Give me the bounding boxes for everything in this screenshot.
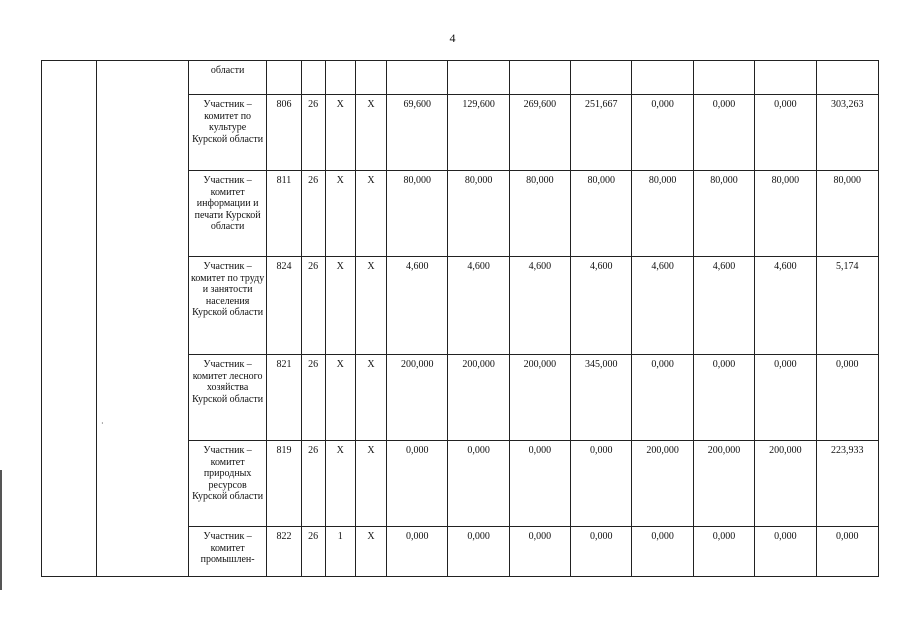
section-code-cell: X xyxy=(325,355,355,441)
amount-cell: 4,600 xyxy=(509,257,570,355)
section-code-cell xyxy=(325,61,355,95)
amount-cell: 0,000 xyxy=(632,355,693,441)
amount-cell: 129,600 xyxy=(448,95,509,171)
subsection-code-cell: X xyxy=(355,257,386,355)
amount-cell: 0,000 xyxy=(509,441,570,527)
subsection-code-cell: X xyxy=(355,441,386,527)
amount-cell: 0,000 xyxy=(387,441,448,527)
amount-cell: 5,174 xyxy=(816,257,878,355)
participant-cell: Участник – комитет лесного хозяйства Курской области xyxy=(188,355,266,441)
participant-cell: области xyxy=(188,61,266,95)
amount-cell: 0,000 xyxy=(448,527,509,577)
amount-cell: 0,000 xyxy=(816,355,878,441)
amount-cell: 80,000 xyxy=(387,171,448,257)
amount-cell: 0,000 xyxy=(509,527,570,577)
section-code-cell: X xyxy=(325,171,355,257)
stray-dot-mark: · xyxy=(101,419,104,428)
grbs-code-cell: 822 xyxy=(267,527,301,577)
amount-cell: 0,000 xyxy=(755,355,816,441)
amount-cell: 0,000 xyxy=(387,527,448,577)
amount-cell xyxy=(632,61,693,95)
amount-cell: 0,000 xyxy=(448,441,509,527)
amount-cell: 4,600 xyxy=(755,257,816,355)
subsection-code-cell: X xyxy=(355,171,386,257)
amount-cell: 200,000 xyxy=(387,355,448,441)
grbs-code-cell: 806 xyxy=(267,95,301,171)
merged-number-cell xyxy=(42,61,97,577)
amount-cell: 80,000 xyxy=(816,171,878,257)
amount-cell: 200,000 xyxy=(632,441,693,527)
amount-cell: 80,000 xyxy=(693,171,754,257)
amount-cell: 223,933 xyxy=(816,441,878,527)
amount-cell: 200,000 xyxy=(448,355,509,441)
subsection-code-cell: X xyxy=(355,95,386,171)
chapter-code-cell: 26 xyxy=(301,95,325,171)
budget-table xyxy=(41,60,879,577)
chapter-code-cell xyxy=(301,61,325,95)
amount-cell xyxy=(509,61,570,95)
amount-cell: 303,263 xyxy=(816,95,878,171)
amount-cell xyxy=(387,61,448,95)
amount-cell: 0,000 xyxy=(693,355,754,441)
amount-cell: 4,600 xyxy=(632,257,693,355)
amount-cell: 80,000 xyxy=(571,171,632,257)
amount-cell xyxy=(755,61,816,95)
amount-cell: 251,667 xyxy=(571,95,632,171)
subsection-code-cell xyxy=(355,61,386,95)
amount-cell: 80,000 xyxy=(509,171,570,257)
section-code-cell: 1 xyxy=(325,527,355,577)
amount-cell: 4,600 xyxy=(571,257,632,355)
subsection-code-cell: X xyxy=(355,355,386,441)
amount-cell: 4,600 xyxy=(448,257,509,355)
participant-cell: Участник – комитет информации и печати Курской области xyxy=(188,171,266,257)
amount-cell: 0,000 xyxy=(693,95,754,171)
amount-cell: 0,000 xyxy=(571,441,632,527)
chapter-code-cell: 26 xyxy=(301,527,325,577)
amount-cell: 4,600 xyxy=(693,257,754,355)
participant-cell: Участник – комитет по культуре Курской области xyxy=(188,95,266,171)
amount-cell: 200,000 xyxy=(509,355,570,441)
amount-cell xyxy=(693,61,754,95)
grbs-code-cell xyxy=(267,61,301,95)
amount-cell: 0,000 xyxy=(632,527,693,577)
chapter-code-cell: 26 xyxy=(301,171,325,257)
amount-cell: 0,000 xyxy=(755,95,816,171)
amount-cell: 0,000 xyxy=(632,95,693,171)
participant-cell: Участник – комитет по труду и занятости населения Курской области xyxy=(188,257,266,355)
grbs-code-cell: 824 xyxy=(267,257,301,355)
amount-cell xyxy=(816,61,878,95)
amount-cell: 80,000 xyxy=(755,171,816,257)
amount-cell: 200,000 xyxy=(755,441,816,527)
chapter-code-cell: 26 xyxy=(301,441,325,527)
table-row xyxy=(42,61,879,95)
merged-program-cell xyxy=(97,61,189,577)
amount-cell xyxy=(448,61,509,95)
grbs-code-cell: 819 xyxy=(267,441,301,527)
amount-cell: 0,000 xyxy=(693,527,754,577)
scan-edge-mark xyxy=(0,470,2,590)
section-code-cell: X xyxy=(325,257,355,355)
amount-cell: 69,600 xyxy=(387,95,448,171)
amount-cell: 0,000 xyxy=(755,527,816,577)
amount-cell: 200,000 xyxy=(693,441,754,527)
participant-cell: Участник – комитет промышлен- xyxy=(188,527,266,577)
amount-cell: 80,000 xyxy=(448,171,509,257)
amount-cell xyxy=(571,61,632,95)
participant-cell: Участник – комитет природных ресурсов Курской области xyxy=(188,441,266,527)
amount-cell: 0,000 xyxy=(816,527,878,577)
subsection-code-cell: X xyxy=(355,527,386,577)
amount-cell: 0,000 xyxy=(571,527,632,577)
amount-cell: 80,000 xyxy=(632,171,693,257)
chapter-code-cell: 26 xyxy=(301,257,325,355)
page-number: 4 xyxy=(449,31,456,45)
amount-cell: 269,600 xyxy=(509,95,570,171)
amount-cell: 4,600 xyxy=(387,257,448,355)
section-code-cell: X xyxy=(325,95,355,171)
grbs-code-cell: 821 xyxy=(267,355,301,441)
grbs-code-cell: 811 xyxy=(267,171,301,257)
amount-cell: 345,000 xyxy=(571,355,632,441)
section-code-cell: X xyxy=(325,441,355,527)
chapter-code-cell: 26 xyxy=(301,355,325,441)
